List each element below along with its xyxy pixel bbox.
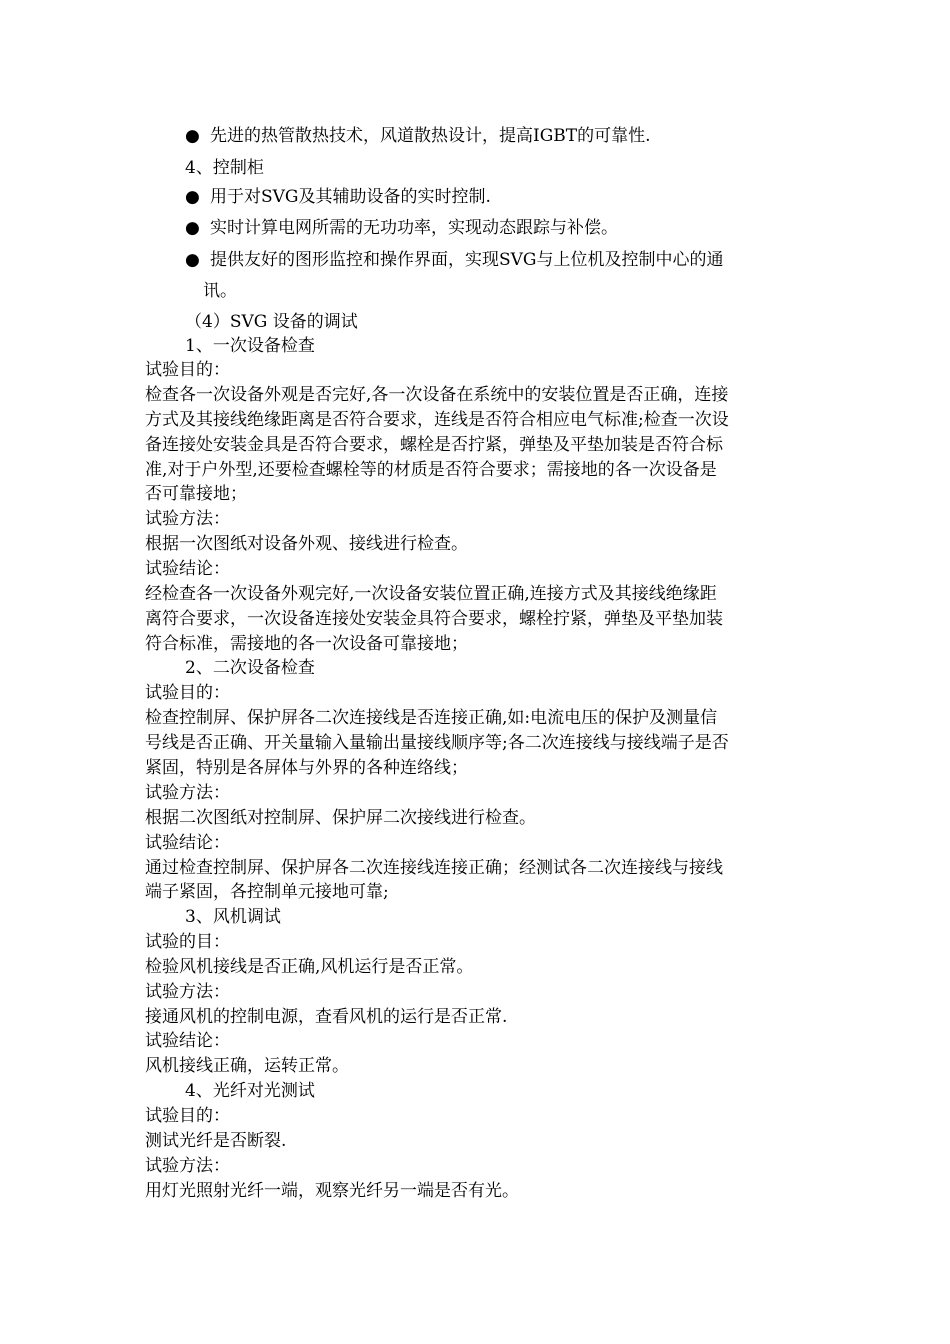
paragraph-line: 准,对于户外型,还要检查螺栓等的材质是否符合要求；需接地的各一次设备是 (145, 460, 717, 480)
bullet-icon: ● (185, 218, 200, 238)
paragraph-line: 检查控制屏、保护屏各二次连接线是否连接正确,如:电流电压的保护及测量信 (145, 708, 718, 728)
conclusion-label: 试验结论： (145, 559, 230, 579)
bullet-icon: ● (185, 126, 200, 146)
item-heading: 1、一次设备检查 (185, 336, 315, 356)
bullet-item (185, 124, 850, 148)
method-label: 试验方法： (145, 509, 230, 529)
bullet-item (185, 185, 850, 209)
item-heading: 2、二次设备检查 (185, 658, 315, 678)
method-label: 试验方法： (145, 982, 230, 1002)
bullet-text: 提供友好的图形监控和操作界面，实现SVG与上位机及控制中心的通 (210, 250, 724, 270)
section-heading: 4、控制柜 (185, 158, 264, 178)
paragraph-line: 接通风机的控制电源，查看风机的运行是否正常. (145, 1007, 508, 1027)
bullet-icon: ● (185, 250, 200, 270)
paragraph-line: 否可靠接地； (145, 484, 247, 504)
bullet-item (185, 216, 850, 240)
conclusion-label: 试验结论： (145, 833, 230, 853)
method-label: 试验方法： (145, 1156, 230, 1176)
paragraph-line: 方式及其接线绝缘距离是否符合要求，连线是否符合相应电气标准;检查一次设 (145, 410, 729, 430)
item-heading: 4、光纤对光测试 (185, 1081, 315, 1101)
purpose-label: 试验目的： (145, 1106, 230, 1126)
conclusion-label: 试验结论： (145, 1031, 230, 1051)
paragraph-line: 用灯光照射光纤一端，观察光纤另一端是否有光。 (145, 1181, 519, 1201)
paragraph-line: 检验风机接线是否正确,风机运行是否正常。 (145, 957, 474, 977)
bullet-text-continuation: 讯。 (203, 281, 237, 301)
paragraph-line: 检查各一次设备外观是否完好,各一次设备在系统中的安装位置是否正确，连接 (145, 385, 729, 405)
subsection-heading: （4）SVG 设备的调试 (185, 312, 358, 332)
paragraph-line: 测试光纤是否断裂. (145, 1131, 287, 1151)
paragraph-line: 通过检查控制屏、保护屏各二次连接线连接正确；经测试各二次连接线与接线 (145, 858, 723, 878)
bullet-text: 实时计算电网所需的无功功率，实现动态跟踪与补偿。 (210, 218, 618, 238)
paragraph-line: 备连接处安装金具是否符合要求，螺栓是否拧紧，弹垫及平垫加装是否符合标 (145, 435, 723, 455)
item-heading: 3、风机调试 (185, 907, 281, 927)
paragraph-line: 离符合要求，一次设备连接处安装金具符合要求，螺栓拧紧，弹垫及平垫加装 (145, 609, 723, 629)
paragraph-line: 号线是否正确、开关量输入量输出量接线顺序等;各二次连接线与接线端子是否 (145, 733, 729, 753)
paragraph-line: 根据一次图纸对设备外观、接线进行检查。 (145, 534, 468, 554)
method-label: 试验方法： (145, 783, 230, 803)
paragraph-line: 风机接线正确，运转正常。 (145, 1056, 349, 1076)
bullet-text: 用于对SVG及其辅助设备的实时控制. (210, 187, 491, 207)
bullet-item (185, 248, 850, 272)
paragraph-line: 根据二次图纸对控制屏、保护屏二次接线进行检查。 (145, 808, 536, 828)
bullet-text: 先进的热管散热技术，风道散热设计，提高IGBT的可靠性. (210, 126, 651, 146)
paragraph-line: 符合标准，需接地的各一次设备可靠接地； (145, 634, 468, 654)
bullet-icon: ● (185, 187, 200, 207)
purpose-label: 试验的目： (145, 932, 230, 952)
paragraph-line: 紧固，特别是各屏体与外界的各种连络线； (145, 758, 468, 778)
purpose-label: 试验目的： (145, 683, 230, 703)
paragraph-line: 端子紧固，各控制单元接地可靠; (145, 882, 389, 902)
purpose-label: 试验目的： (145, 360, 230, 380)
paragraph-line: 经检查各一次设备外观完好,一次设备安装位置正确,连接方式及其接线绝缘距 (145, 584, 717, 604)
